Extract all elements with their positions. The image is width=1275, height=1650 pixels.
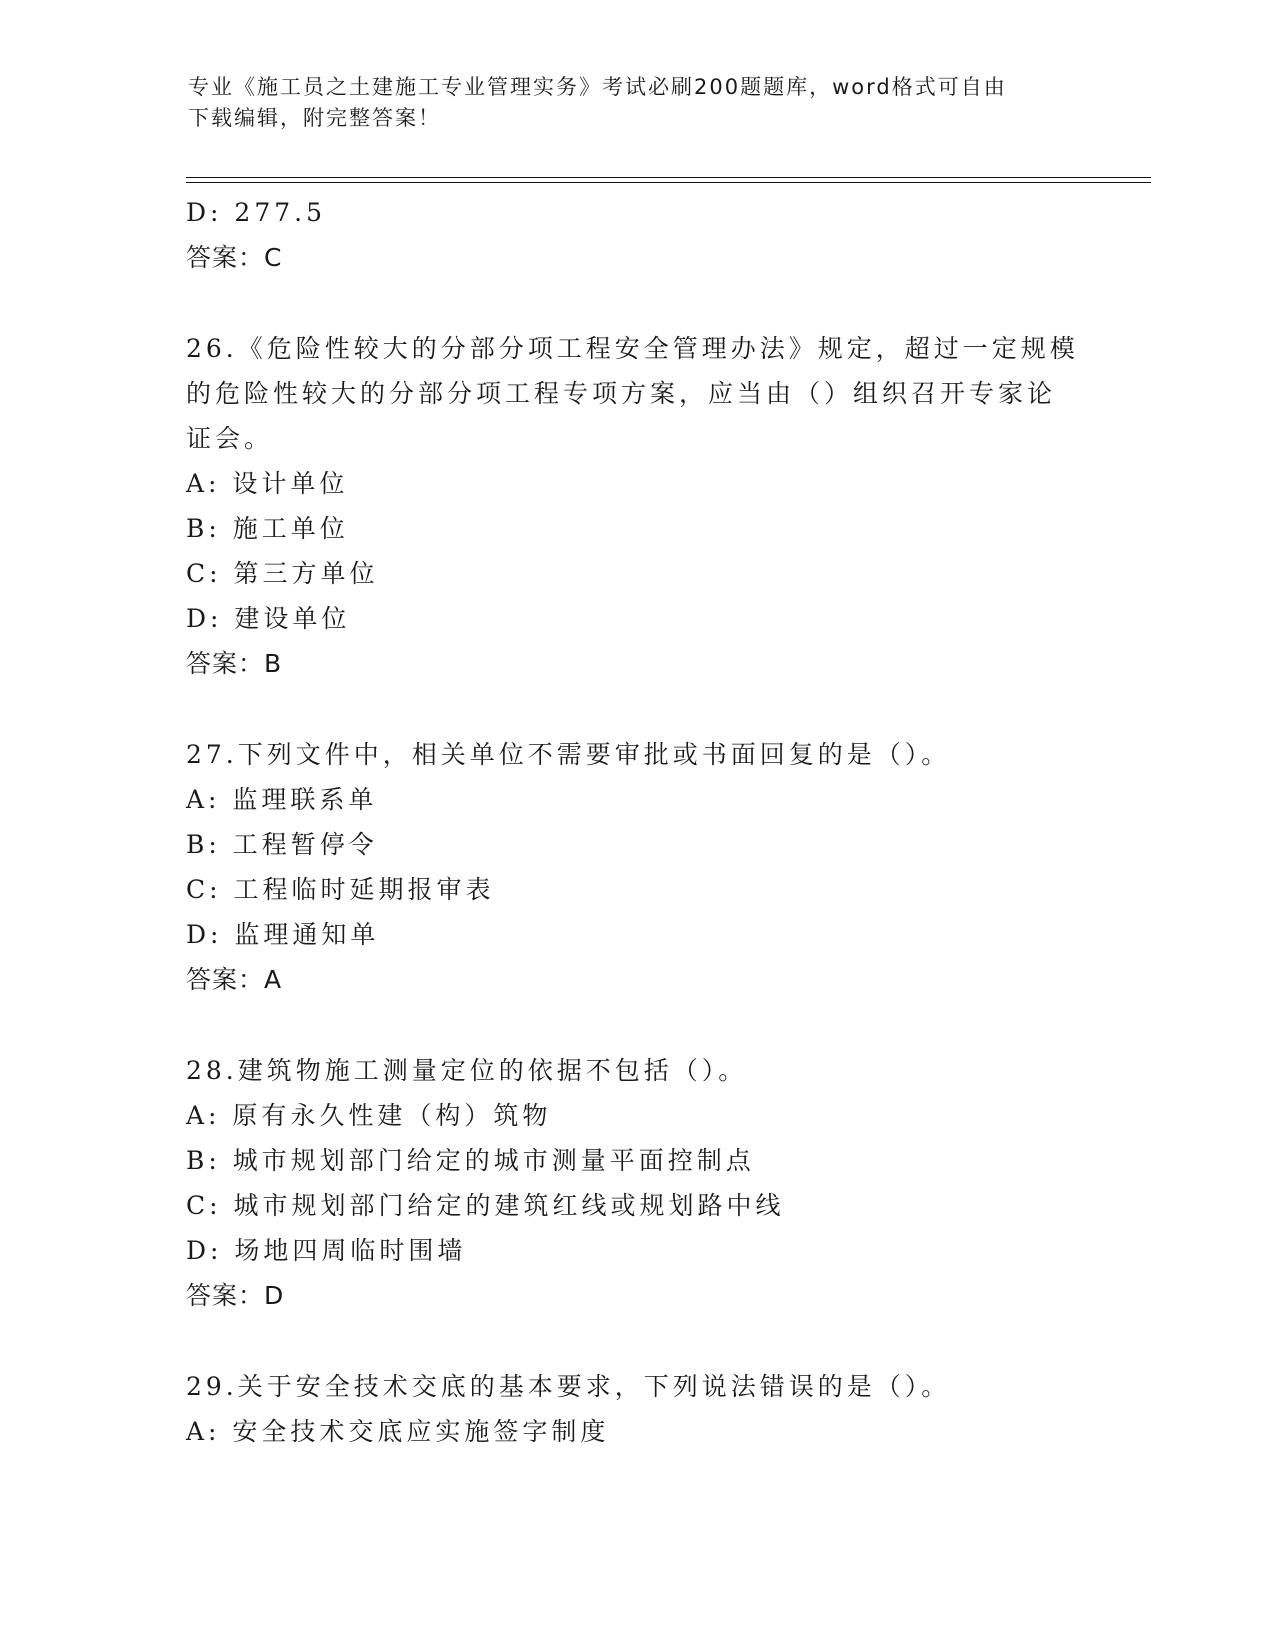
prev-option-d: D: 277.5	[186, 198, 326, 227]
option-c: C: 第三方单位	[186, 559, 379, 588]
option-a: A: 安全技术交底应实施签字制度	[186, 1417, 610, 1446]
question-26	[186, 326, 1086, 686]
question-28	[186, 1048, 1086, 1318]
header-rule-top	[186, 177, 1151, 178]
prev-answer: 答案：C	[186, 243, 283, 272]
option-a: A: 监理联系单	[186, 785, 378, 814]
question-text-line: 证会。	[186, 424, 274, 453]
option-d: D: 监理通知单	[186, 920, 380, 949]
header-line-1: 专业《施工员之土建施工专业管理实务》考试必刷200题题库，word格式可自由	[188, 75, 1007, 99]
question-text-line: 27.下列文件中，相关单位不需要审批或书面回复的是（）。	[186, 740, 951, 769]
option-b: B: 工程暂停令	[186, 830, 378, 859]
option-a: A: 设计单位	[186, 469, 349, 498]
option-b: B: 城市规划部门给定的城市测量平面控制点	[186, 1146, 755, 1175]
option-a: A: 原有永久性建（构）筑物	[186, 1101, 552, 1130]
header-line-2: 下载编辑，附完整答案！	[188, 106, 441, 130]
answer: 答案：B	[186, 649, 283, 678]
option-c: C: 工程临时延期报审表	[186, 875, 495, 904]
question-text-line: 28.建筑物施工测量定位的依据不包括（）。	[186, 1056, 748, 1085]
question-text-line: 26.《危险性较大的分部分项工程安全管理办法》规定，超过一定规模	[186, 334, 1079, 363]
option-c: C: 城市规划部门给定的建筑红线或规划路中线	[186, 1191, 785, 1220]
question-text-line: 的危险性较大的分部分项工程专项方案，应当由（）组织召开专家论	[186, 379, 1057, 408]
question-list	[186, 190, 1086, 1454]
answer: 答案：D	[186, 1281, 285, 1310]
header-rule-bottom	[186, 182, 1151, 183]
question-29	[186, 1364, 1086, 1454]
option-b: B: 施工单位	[186, 514, 349, 543]
option-d: D: 建设单位	[186, 604, 351, 633]
question-text-line: 29.关于安全技术交底的基本要求，下列说法错误的是（）。	[186, 1372, 951, 1401]
document-header	[188, 72, 1068, 134]
answer: 答案：A	[186, 965, 283, 994]
question-27	[186, 732, 1086, 1002]
option-d: D: 场地四周临时围墙	[186, 1236, 467, 1265]
